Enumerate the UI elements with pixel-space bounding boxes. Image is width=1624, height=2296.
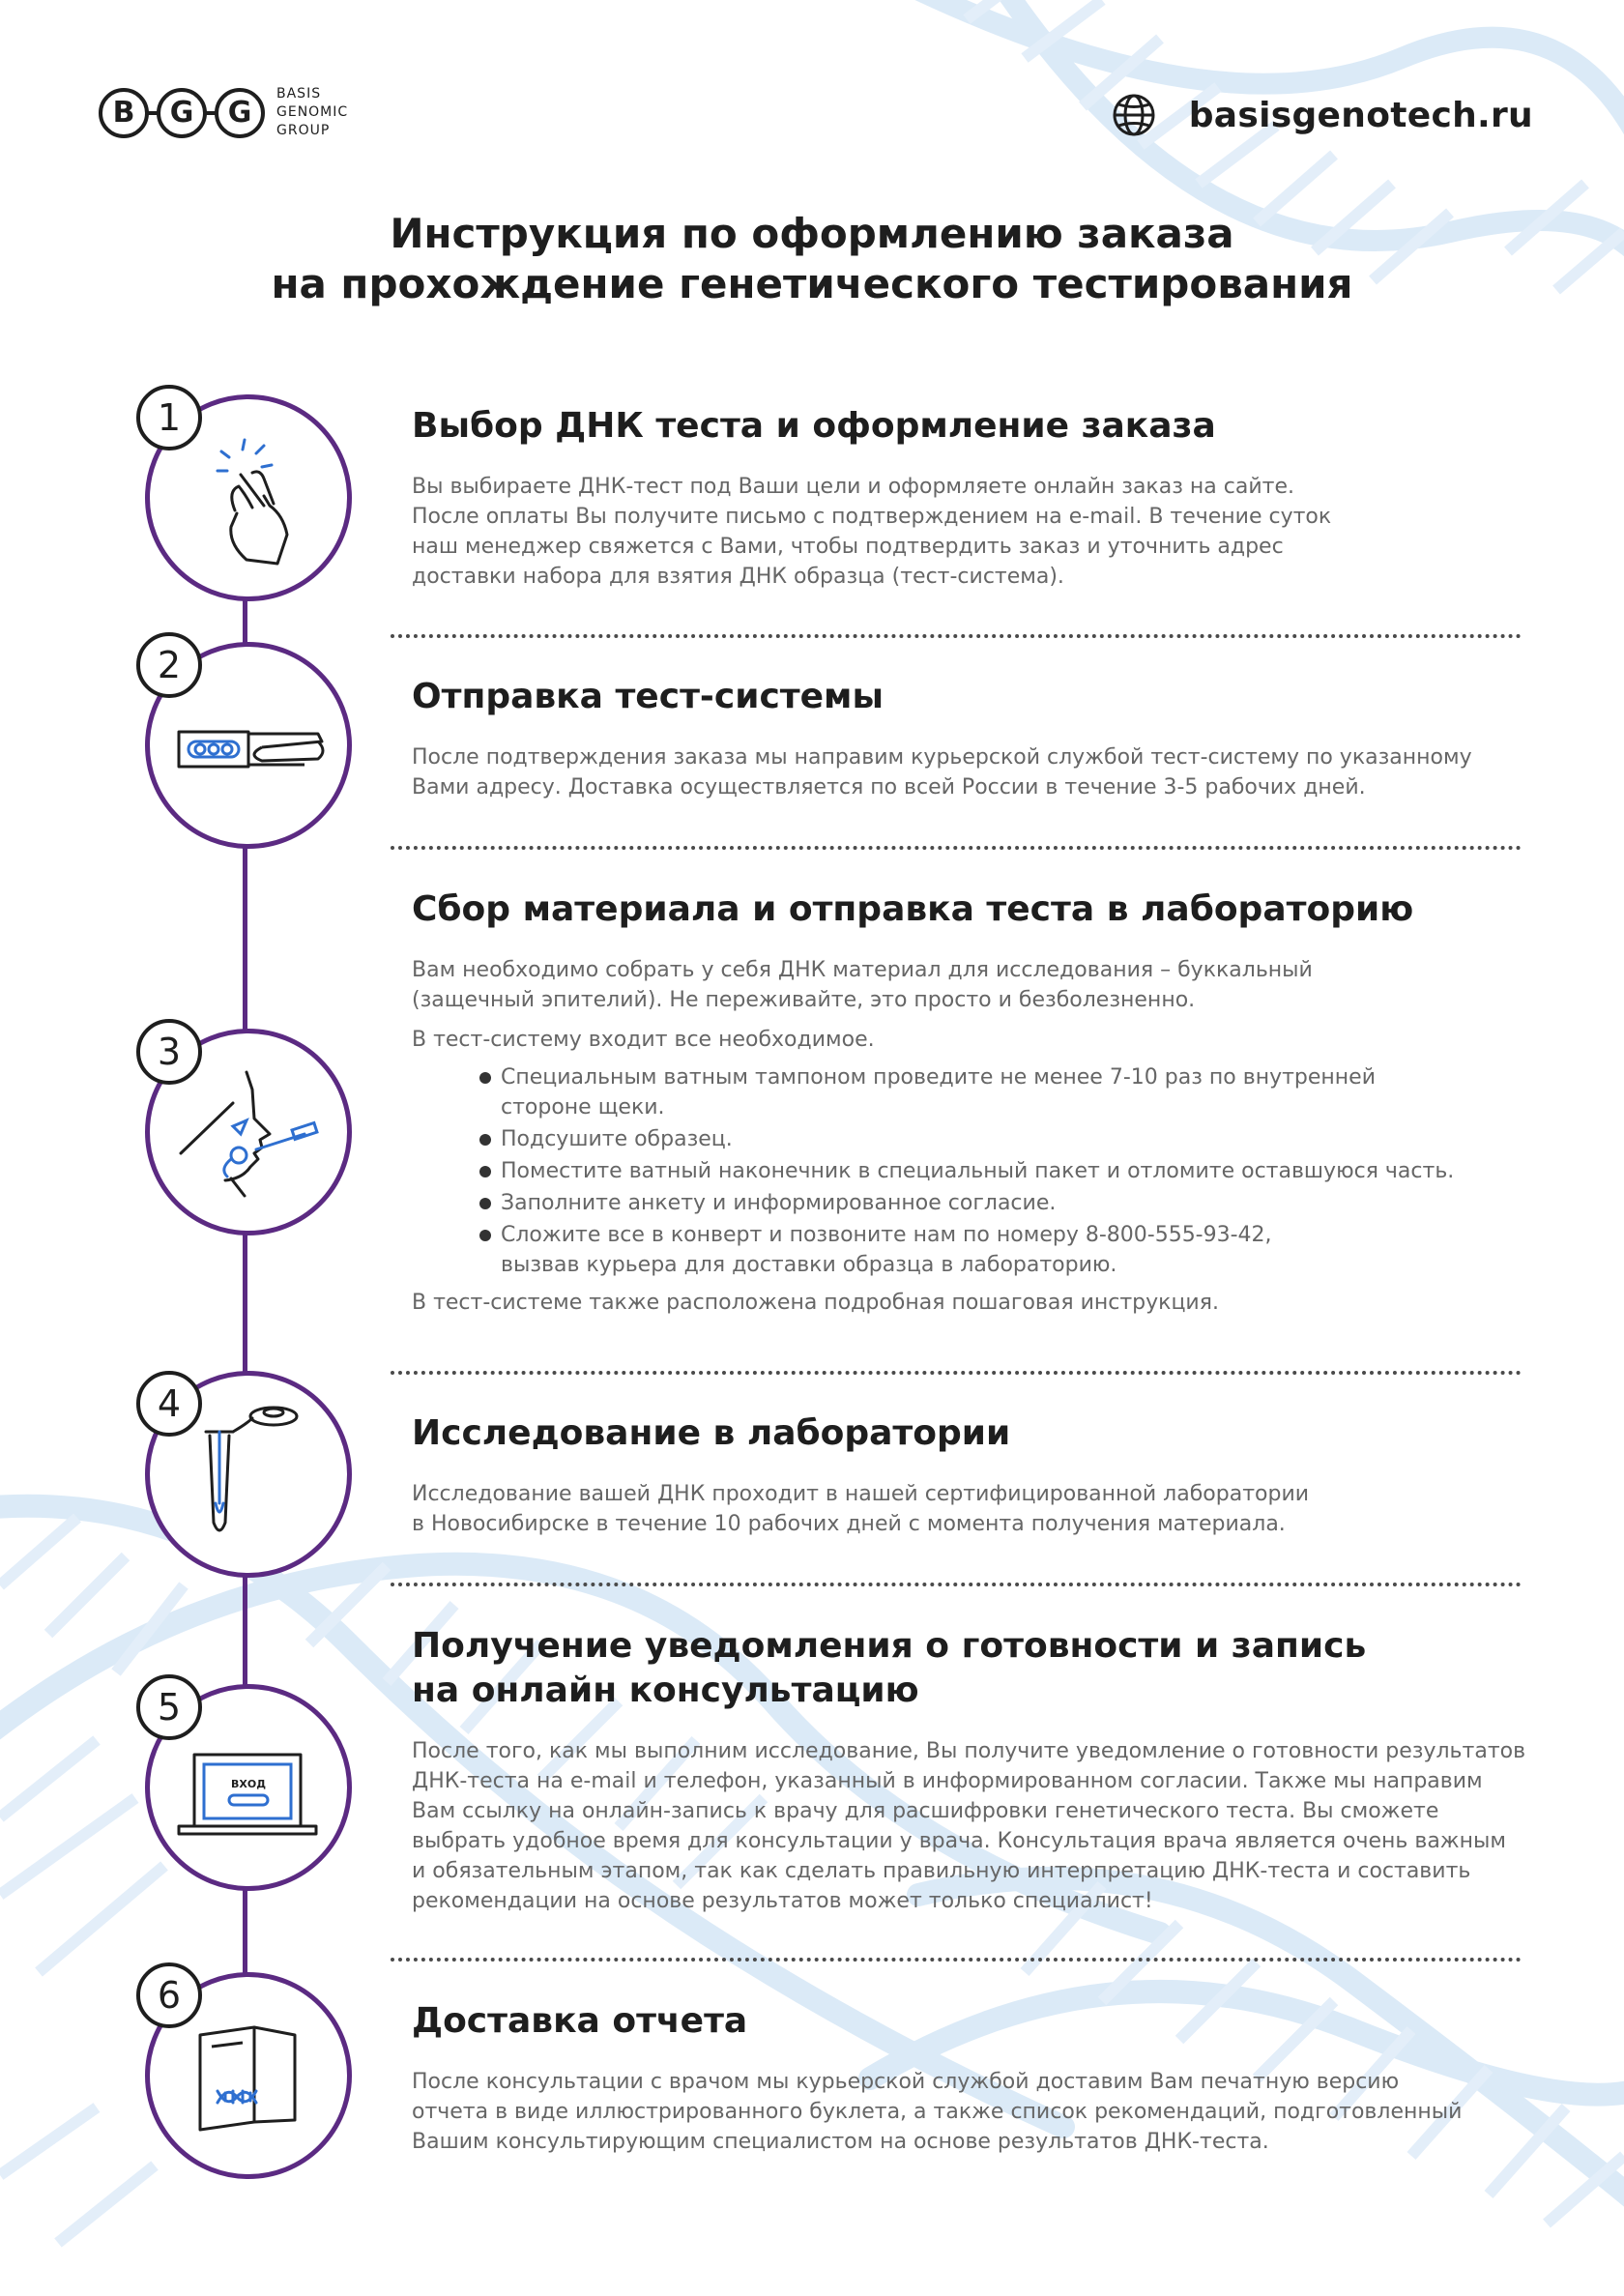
step-number-badge: 2 — [136, 632, 202, 698]
step-heading: Исследование в лаборатории — [412, 1413, 1011, 1453]
globe-icon — [1112, 93, 1156, 137]
website-url[interactable]: basisgenotech.ru — [1188, 95, 1533, 135]
divider — [391, 1583, 1522, 1586]
step-text-line: Вам ссылку на онлайн-запись к врачу для расшифровки генетического теста. Вы сможете — [412, 1799, 1439, 1823]
step-text-line: Исследование вашей ДНК проходит в нашей сертифицированной лаборатории — [412, 1482, 1310, 1506]
list-item: Заполните анкету и информированное согласие. — [479, 1188, 1552, 1218]
step-text-line: После того, как мы выполним исследование, Вы получите уведомление о готовности результатов — [412, 1739, 1526, 1763]
list-item: Подсушите образец. — [479, 1124, 1552, 1154]
step-text-line: выбрать удобное время для консультации у врача. Консультация врача является очень важным — [412, 1829, 1506, 1853]
step-number-badge: 4 — [136, 1371, 202, 1437]
logo-wordmark: BASIS GENOMIC GROUP — [276, 86, 349, 138]
step-text-line: Вы выбираете ДНК-тест под Ваши цели и оформляете онлайн заказ на сайте. — [412, 475, 1294, 499]
step-text-line: рекомендации на основе результатов может только специалист! — [412, 1889, 1153, 1913]
step-heading: Выбор ДНК теста и оформление заказа — [412, 406, 1216, 446]
logo-letter: B — [99, 88, 149, 138]
instruction-list — [412, 1062, 1552, 1280]
step-1 — [412, 404, 1552, 592]
logo-letter: G — [157, 88, 207, 138]
logo-mark — [99, 88, 263, 138]
step-text-line: и обязательным этапом, так как сделать правильную интерпретацию ДНК-теста и составить — [412, 1859, 1471, 1883]
step-number-badge: 6 — [136, 1962, 202, 2028]
step-6 — [412, 1999, 1552, 2157]
logo-letter: G — [215, 88, 265, 138]
step-2 — [412, 675, 1552, 802]
step-heading: Сбор материала и отправка теста в лабораторию — [412, 889, 1414, 929]
step-text-line: отчета в виде иллюстрированного буклета, а также список рекомендаций, подготовленный — [412, 2100, 1463, 2124]
step-text-line: После оплаты Вы получите письмо с подтверждением на e-mail. В течение суток — [412, 505, 1332, 529]
step-intro: В тест-систему входит все необходимое. — [412, 1028, 875, 1052]
step-3 — [412, 887, 1552, 1318]
step-text-line: Вашим консультирующим специалистом на основе результатов ДНК-теста. — [412, 2130, 1269, 2154]
divider — [391, 846, 1522, 850]
divider — [391, 1371, 1522, 1375]
step-text-line: ДНК-теста на e-mail и телефон, указанный в информированном согласии. Также мы направим — [412, 1769, 1483, 1793]
list-item: Сложите все в конверт и позвоните нам по номеру 8-800-555-93-42, вызвав курьера для доставки образца в лабораторию. — [479, 1220, 1552, 1280]
step-text-line: После подтверждения заказа мы направим курьерской службой тест-систему по указанному — [412, 745, 1472, 770]
divider — [391, 1958, 1522, 1962]
step-text-line: Вам необходимо собрать у себя ДНК материал для исследования – буккальный — [412, 958, 1313, 982]
website-link[interactable] — [1112, 93, 1533, 137]
step-4 — [412, 1411, 1552, 1539]
brand-logo[interactable] — [99, 85, 348, 140]
step-heading: Отправка тест-системы — [412, 677, 884, 716]
step-text-line: (защечный эпителий). Не переживайте, это просто и безболезненно. — [412, 988, 1196, 1012]
page-title: Инструкция по оформлению заказа на прохождение генетического тестирования — [271, 210, 1353, 307]
step-number-badge: 5 — [136, 1674, 202, 1740]
login-label: ВХОД — [230, 1778, 267, 1790]
step-text-line: доставки набора для взятия ДНК образца (тест-система). — [412, 565, 1064, 589]
list-item: Специальным ватным тампоном проведите не менее 7-10 раз по внутренней стороне щеки. — [479, 1062, 1552, 1122]
divider — [391, 634, 1522, 638]
step-text-line: в Новосибирске в течение 10 рабочих дней с момента получения материала. — [412, 1512, 1286, 1536]
step-number-badge: 3 — [136, 1019, 202, 1085]
step-heading: Доставка отчета — [412, 2001, 748, 2041]
step-heading: Получение уведомления о готовности и запись на онлайн консультацию — [412, 1626, 1367, 1710]
step-outro: В тест-системе также расположена подробная пошаговая инструкция. — [412, 1291, 1219, 1315]
list-item: Поместите ватный наконечник в специальный пакет и отломите оставшуюся часть. — [479, 1156, 1552, 1186]
step-5 — [412, 1624, 1552, 1916]
step-text-line: Вами адресу. Доставка осуществляется по всей России в течение 3-5 рабочих дней. — [412, 775, 1366, 799]
step-text-line: наш менеджер свяжется с Вами, чтобы подтвердить заказ и уточнить адрес — [412, 535, 1284, 559]
step-number-badge: 1 — [136, 385, 202, 450]
step-text-line: После консультации с врачом мы курьерской службой доставим Вам печатную версию — [412, 2070, 1400, 2094]
